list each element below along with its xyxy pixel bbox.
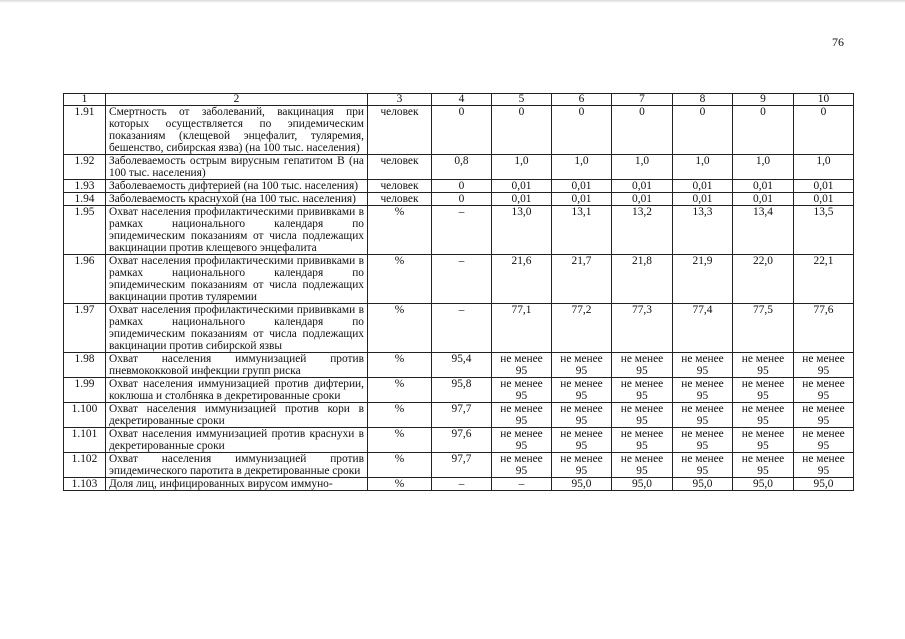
value-cell: не менее 95 (552, 378, 612, 403)
value-cell: 77,3 (612, 304, 673, 353)
unit-cell: % (368, 255, 432, 304)
value-cell: не менее 95 (492, 453, 552, 478)
value-cell: 97,6 (432, 428, 492, 453)
value-cell: не менее 95 (552, 453, 612, 478)
indicator-name-cell: Охват населения профилактическими прививками в рамках национального календаря по эпидемическим показаниям от числа подлежащих вакцинации против клещевого энцефалита (106, 206, 368, 255)
indicator-name-cell: Охват населения иммунизацией против эпидемического паротита в декретированные сроки (106, 453, 368, 478)
row-number-cell: 1.96 (64, 255, 106, 304)
value-cell: 13,3 (673, 206, 733, 255)
value-cell: не менее 95 (673, 453, 733, 478)
value-cell: 0 (673, 106, 733, 155)
value-cell: 95,0 (733, 478, 794, 491)
value-cell: 22,0 (733, 255, 794, 304)
indicator-name-cell: Охват населения иммунизацией против пневмококковой инфекции групп риска (106, 353, 368, 378)
unit-cell: % (368, 353, 432, 378)
col-header-3: 3 (368, 94, 432, 106)
value-cell: не менее 95 (612, 353, 673, 378)
value-cell: не менее 95 (552, 353, 612, 378)
col-header-5: 5 (492, 94, 552, 106)
value-cell: не менее 95 (673, 378, 733, 403)
value-cell: 95,0 (794, 478, 854, 491)
col-header-8: 8 (673, 94, 733, 106)
row-number-cell: 1.102 (64, 453, 106, 478)
indicator-name-cell: Смертность от заболеваний, вакцинация при которых осуществляется по эпидемическим показаниям (клещевой энцефалит, туляремия, бешенство, сибирская язва) (на 100 тыс. населения) (106, 106, 368, 155)
value-cell: 0 (432, 180, 492, 193)
row-number-cell: 1.97 (64, 304, 106, 353)
col-header-4: 4 (432, 94, 492, 106)
value-cell: не менее 95 (612, 428, 673, 453)
page-number: 76 (832, 35, 844, 49)
value-cell: 0,01 (552, 193, 612, 206)
col-header-2: 2 (106, 94, 368, 106)
value-cell: 22,1 (794, 255, 854, 304)
col-header-7: 7 (612, 94, 673, 106)
unit-cell: % (368, 378, 432, 403)
value-cell: 0 (432, 106, 492, 155)
table-row (64, 403, 854, 428)
value-cell: 0 (733, 106, 794, 155)
value-cell: 0,01 (492, 180, 552, 193)
col-header-10: 10 (794, 94, 854, 106)
value-cell: не менее 95 (733, 453, 794, 478)
value-cell: 77,2 (552, 304, 612, 353)
value-cell: 95,0 (552, 478, 612, 491)
row-number-cell: 1.98 (64, 353, 106, 378)
value-cell: не менее 95 (794, 428, 854, 453)
unit-cell: % (368, 478, 432, 491)
value-cell: не менее 95 (492, 353, 552, 378)
indicator-name-cell: Заболеваемость острым вирусным гепатитом В (на 100 тыс. населения) (106, 155, 368, 180)
unit-cell: % (368, 428, 432, 453)
table-row (64, 304, 854, 353)
value-cell: 21,9 (673, 255, 733, 304)
value-cell: 21,7 (552, 255, 612, 304)
value-cell: – (432, 478, 492, 491)
row-number-cell: 1.91 (64, 106, 106, 155)
value-cell: 0,01 (673, 193, 733, 206)
indicator-name-cell: Доля лиц, инфицированных вирусом иммуно- (106, 478, 368, 491)
indicator-name-cell: Заболеваемость краснухой (на 100 тыс. населения) (106, 193, 368, 206)
value-cell: 1,0 (612, 155, 673, 180)
table-row (64, 428, 854, 453)
value-cell: не менее 95 (673, 428, 733, 453)
value-cell: 0,01 (612, 180, 673, 193)
unit-cell: % (368, 304, 432, 353)
value-cell: 1,0 (794, 155, 854, 180)
value-cell: не менее 95 (794, 453, 854, 478)
value-cell: 95,0 (673, 478, 733, 491)
unit-cell: % (368, 206, 432, 255)
row-number-cell: 1.92 (64, 155, 106, 180)
value-cell: 77,4 (673, 304, 733, 353)
table-row (64, 255, 854, 304)
indicator-name-cell: Охват населения иммунизацией против кори в декретированные сроки (106, 403, 368, 428)
value-cell: не менее 95 (552, 403, 612, 428)
table-body (64, 106, 854, 491)
table-row (64, 155, 854, 180)
table-row (64, 478, 854, 491)
unit-cell: человек (368, 155, 432, 180)
value-cell: не менее 95 (612, 378, 673, 403)
row-number-cell: 1.101 (64, 428, 106, 453)
value-cell: 0,01 (794, 180, 854, 193)
value-cell: не менее 95 (794, 378, 854, 403)
value-cell: 0,01 (612, 193, 673, 206)
value-cell: 0,01 (733, 193, 794, 206)
indicator-name-cell: Заболеваемость дифтерией (на 100 тыс. населения) (106, 180, 368, 193)
value-cell: 13,0 (492, 206, 552, 255)
value-cell: 77,5 (733, 304, 794, 353)
row-number-cell: 1.94 (64, 193, 106, 206)
col-header-1: 1 (64, 94, 106, 106)
value-cell: – (492, 478, 552, 491)
indicator-name-cell: Охват населения профилактическими прививками в рамках национального календаря по эпидемическим показаниям от числа подлежащих вакцинации против туляремии (106, 255, 368, 304)
value-cell: не менее 95 (492, 403, 552, 428)
unit-cell: человек (368, 193, 432, 206)
value-cell: не менее 95 (612, 453, 673, 478)
col-header-6: 6 (552, 94, 612, 106)
unit-cell: % (368, 403, 432, 428)
value-cell: – (432, 255, 492, 304)
value-cell: 0,01 (794, 193, 854, 206)
value-cell: 95,8 (432, 378, 492, 403)
table-row (64, 378, 854, 403)
indicator-name-cell: Охват населения иммунизацией против краснухи в декретированные сроки (106, 428, 368, 453)
value-cell: 77,6 (794, 304, 854, 353)
value-cell: не менее 95 (673, 403, 733, 428)
value-cell: 1,0 (673, 155, 733, 180)
table-row (64, 180, 854, 193)
value-cell: не менее 95 (492, 428, 552, 453)
indicators-table (63, 93, 854, 491)
value-cell: 0,01 (492, 193, 552, 206)
value-cell: 13,4 (733, 206, 794, 255)
value-cell: – (432, 206, 492, 255)
value-cell: не менее 95 (733, 378, 794, 403)
row-number-cell: 1.99 (64, 378, 106, 403)
row-number-cell: 1.95 (64, 206, 106, 255)
value-cell: 97,7 (432, 453, 492, 478)
value-cell: 21,6 (492, 255, 552, 304)
row-number-cell: 1.103 (64, 478, 106, 491)
value-cell: 1,0 (492, 155, 552, 180)
value-cell: 0,01 (552, 180, 612, 193)
value-cell: не менее 95 (733, 403, 794, 428)
table-row (64, 193, 854, 206)
value-cell: 13,2 (612, 206, 673, 255)
value-cell: не менее 95 (552, 428, 612, 453)
value-cell: не менее 95 (794, 353, 854, 378)
value-cell: 0 (432, 193, 492, 206)
col-header-9: 9 (733, 94, 794, 106)
table-row (64, 106, 854, 155)
value-cell: 0,01 (733, 180, 794, 193)
value-cell: 0 (492, 106, 552, 155)
value-cell: 1,0 (733, 155, 794, 180)
row-number-cell: 1.93 (64, 180, 106, 193)
value-cell: не менее 95 (733, 353, 794, 378)
value-cell: не менее 95 (794, 403, 854, 428)
header-row (64, 94, 854, 106)
row-number-cell: 1.100 (64, 403, 106, 428)
value-cell: 0,8 (432, 155, 492, 180)
unit-cell: человек (368, 180, 432, 193)
value-cell: 0 (612, 106, 673, 155)
value-cell: не менее 95 (673, 353, 733, 378)
value-cell: 21,8 (612, 255, 673, 304)
value-cell: 95,4 (432, 353, 492, 378)
indicator-name-cell: Охват населения профилактическими прививками в рамках национального календаря по эпидемическим показаниям от числа подлежащих вакцинации против сибирской язвы (106, 304, 368, 353)
value-cell: 0,01 (673, 180, 733, 193)
value-cell: 0 (552, 106, 612, 155)
value-cell: 13,5 (794, 206, 854, 255)
value-cell: 13,1 (552, 206, 612, 255)
scan-edge-shading (0, 0, 905, 3)
value-cell: 0 (794, 106, 854, 155)
value-cell: 1,0 (552, 155, 612, 180)
unit-cell: % (368, 453, 432, 478)
indicator-name-cell: Охват населения иммунизацией против дифтерии, коклюша и столбняка в декретированные сроки (106, 378, 368, 403)
value-cell: не менее 95 (492, 378, 552, 403)
value-cell: не менее 95 (612, 403, 673, 428)
table-row (64, 206, 854, 255)
value-cell: не менее 95 (733, 428, 794, 453)
table-row (64, 453, 854, 478)
value-cell: 77,1 (492, 304, 552, 353)
value-cell: – (432, 304, 492, 353)
unit-cell: человек (368, 106, 432, 155)
value-cell: 97,7 (432, 403, 492, 428)
value-cell: 95,0 (612, 478, 673, 491)
table-row (64, 353, 854, 378)
